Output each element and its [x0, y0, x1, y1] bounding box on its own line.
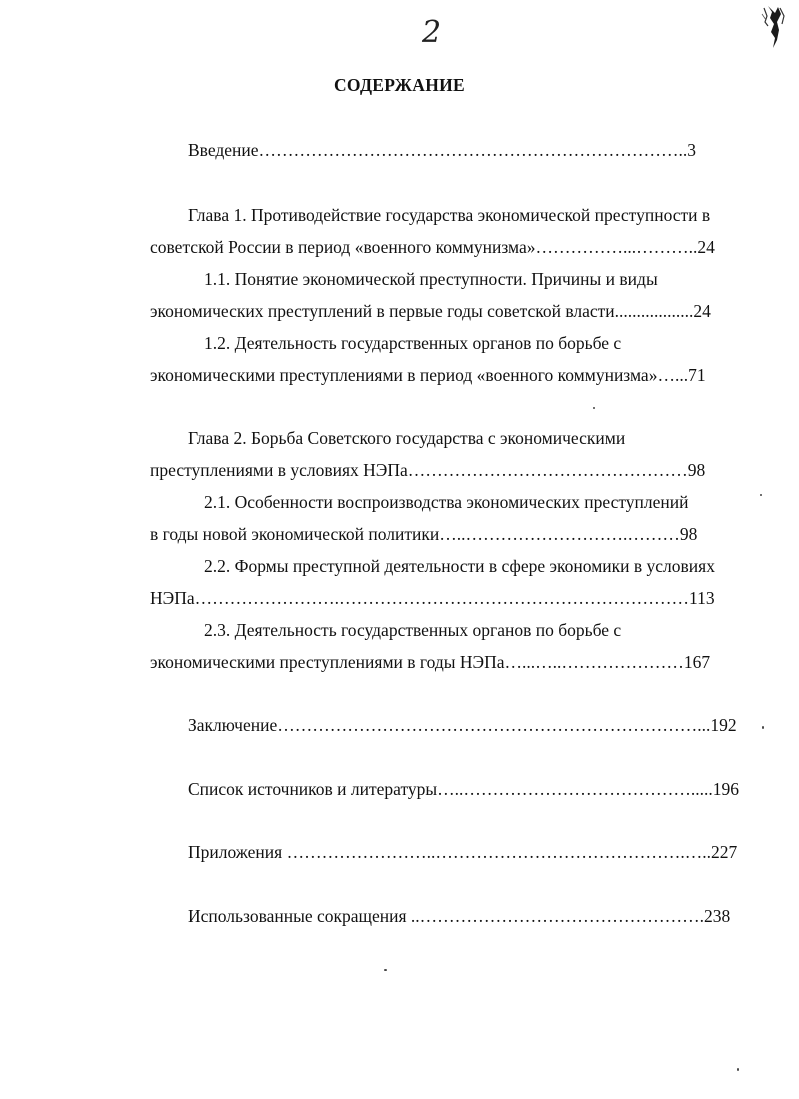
toc-entry-sources: Список источников и литературы…..………………………………….....196	[188, 779, 740, 799]
toc-entry-section-1-1-line-1: 1.1. Понятие экономической преступности. Причины и виды	[204, 269, 658, 289]
toc-entry-chapter-1-line-2: советской России в период «военного коммунизма»……………...………..24	[150, 237, 715, 257]
toc-entry-section-2-2-line-2: НЭПа…………………….……………………………………………………113	[150, 588, 715, 608]
toc-entry-chapter-1-line-1: Глава 1. Противодействие государства экономической преступности в	[188, 205, 711, 225]
document-title: СОДЕРЖАНИЕ	[333, 75, 465, 95]
toc-entry-section-1-2-line-2: экономическими преступлениями в период «военного коммунизма»…...71	[150, 365, 706, 385]
toc-entry-chapter-2-line-2: преступлениями в условиях НЭПа…………………………………………98	[150, 460, 706, 480]
scan-speck	[384, 969, 387, 971]
toc-entry-appendix: Приложения ……………………..…………………………………….…..227	[188, 842, 738, 862]
toc-entry-conclusion: Заключение………………………………………………………………...192	[188, 715, 737, 735]
toc-entry-section-1-1-line-2: экономических преступлений в первые годы советской власти..................24	[150, 301, 711, 321]
ink-smudge-mark	[758, 4, 788, 50]
scan-speck	[762, 726, 764, 729]
toc-entry-section-2-1-line-1: 2.1. Особенности воспроизводства экономических преступлений	[204, 492, 689, 512]
handwritten-page-number: 2	[422, 15, 442, 50]
toc-entry-section-2-2-line-1: 2.2. Формы преступной деятельности в сфере экономики в условиях	[204, 556, 715, 576]
scan-speck	[593, 407, 595, 409]
toc-entry-section-2-1-line-2: в годы новой экономической политики…..……………………….………98	[150, 524, 698, 544]
toc-entry-section-2-3-line-1: 2.3. Деятельность государственных органов по борьбе с	[204, 620, 622, 640]
toc-entry-abbreviations: Использованные сокращения ..………………………………………….238	[188, 906, 731, 926]
toc-entry-chapter-2-line-1: Глава 2. Борьба Советского государства с экономическими	[188, 428, 626, 448]
toc-entry-section-1-2-line-1: 1.2. Деятельность государственных органов по борьбе с	[204, 333, 622, 353]
scan-speck	[760, 494, 762, 496]
toc-entry-section-2-3-line-2: экономическими преступлениями в годы НЭПа…...…..…………………167	[150, 652, 711, 672]
scan-speck	[737, 1068, 739, 1071]
toc-entry-intro: Введение………………………………………………………………..3	[188, 140, 697, 160]
